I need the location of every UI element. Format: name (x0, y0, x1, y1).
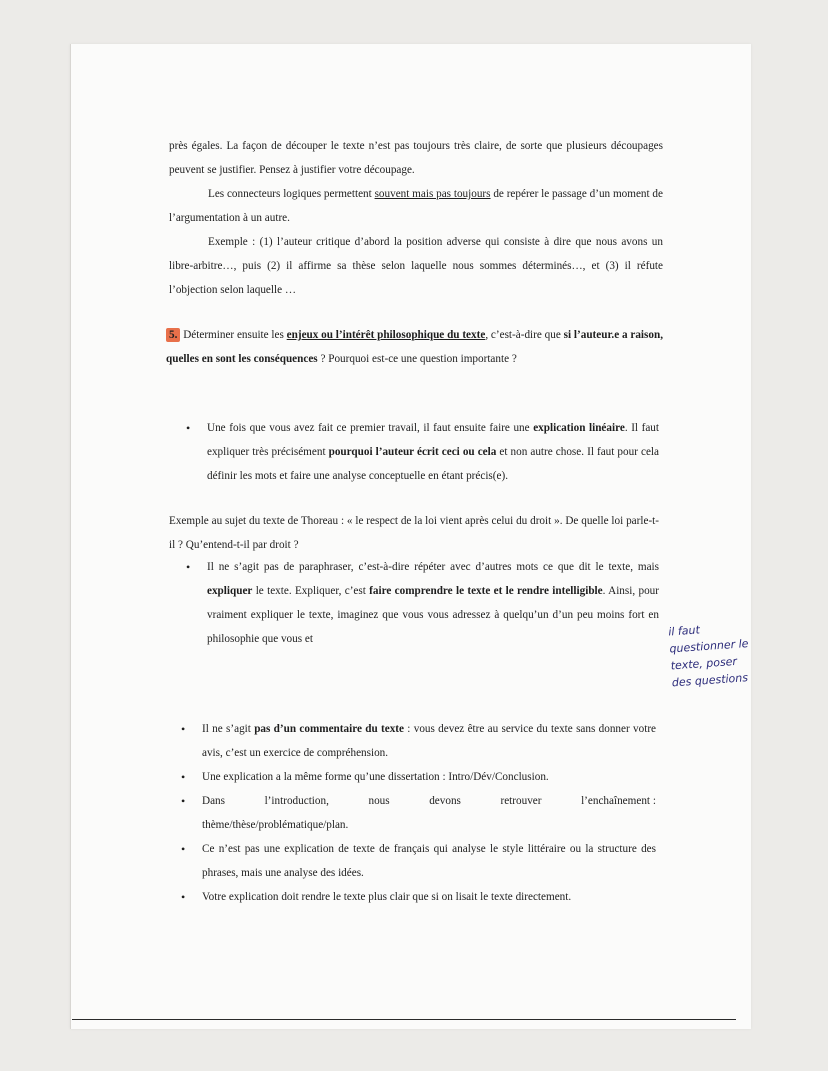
list-item: • Il ne s’agit pas de paraphraser, c’est-à-dire répéter avec d’autres mots ce que dit le texte, mais expliquer le texte. Expliquer, c’est faire comprendre le texte et le rendre intelligible. Ainsi, pour vraiment expliquer le texte, imaginez que vous vous adressez à quelqu’un d’un peu moins fort en philosophie que vous et (207, 555, 659, 651)
list-item: • Ce n’est pas une explication de texte de français qui analyse le style littéraire ou la structure des phrases, mais une analyse des idées. (202, 837, 656, 885)
list-item: • Une fois que vous avez fait ce premier travail, il faut ensuite faire une explication linéaire. Il faut expliquer très précisément pourquoi l’auteur écrit ceci ou cela et non autre chose. Il faut pour cela définir les mots et faire une analyse conceptuelle en étant précis(e). (207, 416, 659, 488)
intro-section (169, 134, 663, 302)
paraphrase-section (207, 555, 659, 651)
bottom-rule (72, 1019, 736, 1020)
point5-paragraph: 5. Déterminer ensuite les enjeux ou l’intérêt philosophique du texte, c’est-à-dire que si l’auteur.e a raison, quelles en sont les conséquences ? Pourquoi est-ce une question importante ? (166, 329, 663, 365)
list-item: • Votre explication doit rendre le texte plus clair que si on lisait le texte directement. (202, 885, 656, 909)
thoreau-example: Exemple au sujet du texte de Thoreau : « le respect de la loi vient après celui du droit ». De quelle loi parle-t-il ? Qu’entend-t-il par droit ? (169, 515, 659, 551)
connectors-paragraph: Les connecteurs logiques permettent souvent mais pas toujours de repérer le passage d’un moment de l’argumentation à un autre. (169, 188, 663, 224)
thoreau-section (169, 509, 659, 557)
handwritten-note: il faut questionner le texte, poser des questions (667, 623, 749, 690)
linear-section (207, 416, 659, 488)
point-number-badge: 5. (166, 328, 180, 342)
list-item: • Dans l’introduction, nous devons retrouver l’enchaînement : thème/thèse/problématique/plan. (202, 789, 656, 837)
point5-section (166, 323, 663, 371)
bullets-section (202, 717, 656, 909)
list-item: • Il ne s’agit pas d’un commentaire du texte : vous devez être au service du texte sans donner votre avis, c’est un exercice de compréhension. (202, 717, 656, 765)
list-item: • Une explication a la même forme qu’une dissertation : Intro/Dév/Conclusion. (202, 765, 656, 789)
intro-paragraph: près égales. La façon de découper le texte n’est pas toujours très claire, de sorte que plusieurs découpages peuvent se justifier. Pensez à justifier votre découpage. (169, 140, 663, 176)
example-paragraph: Exemple : (1) l’auteur critique d’abord la position adverse qui consiste à dire que nous avons un libre-arbitre…, puis (2) il affirme sa thèse selon laquelle nous sommes déterminés…, et (3) il réfute l’objection selon laquelle … (169, 236, 663, 296)
